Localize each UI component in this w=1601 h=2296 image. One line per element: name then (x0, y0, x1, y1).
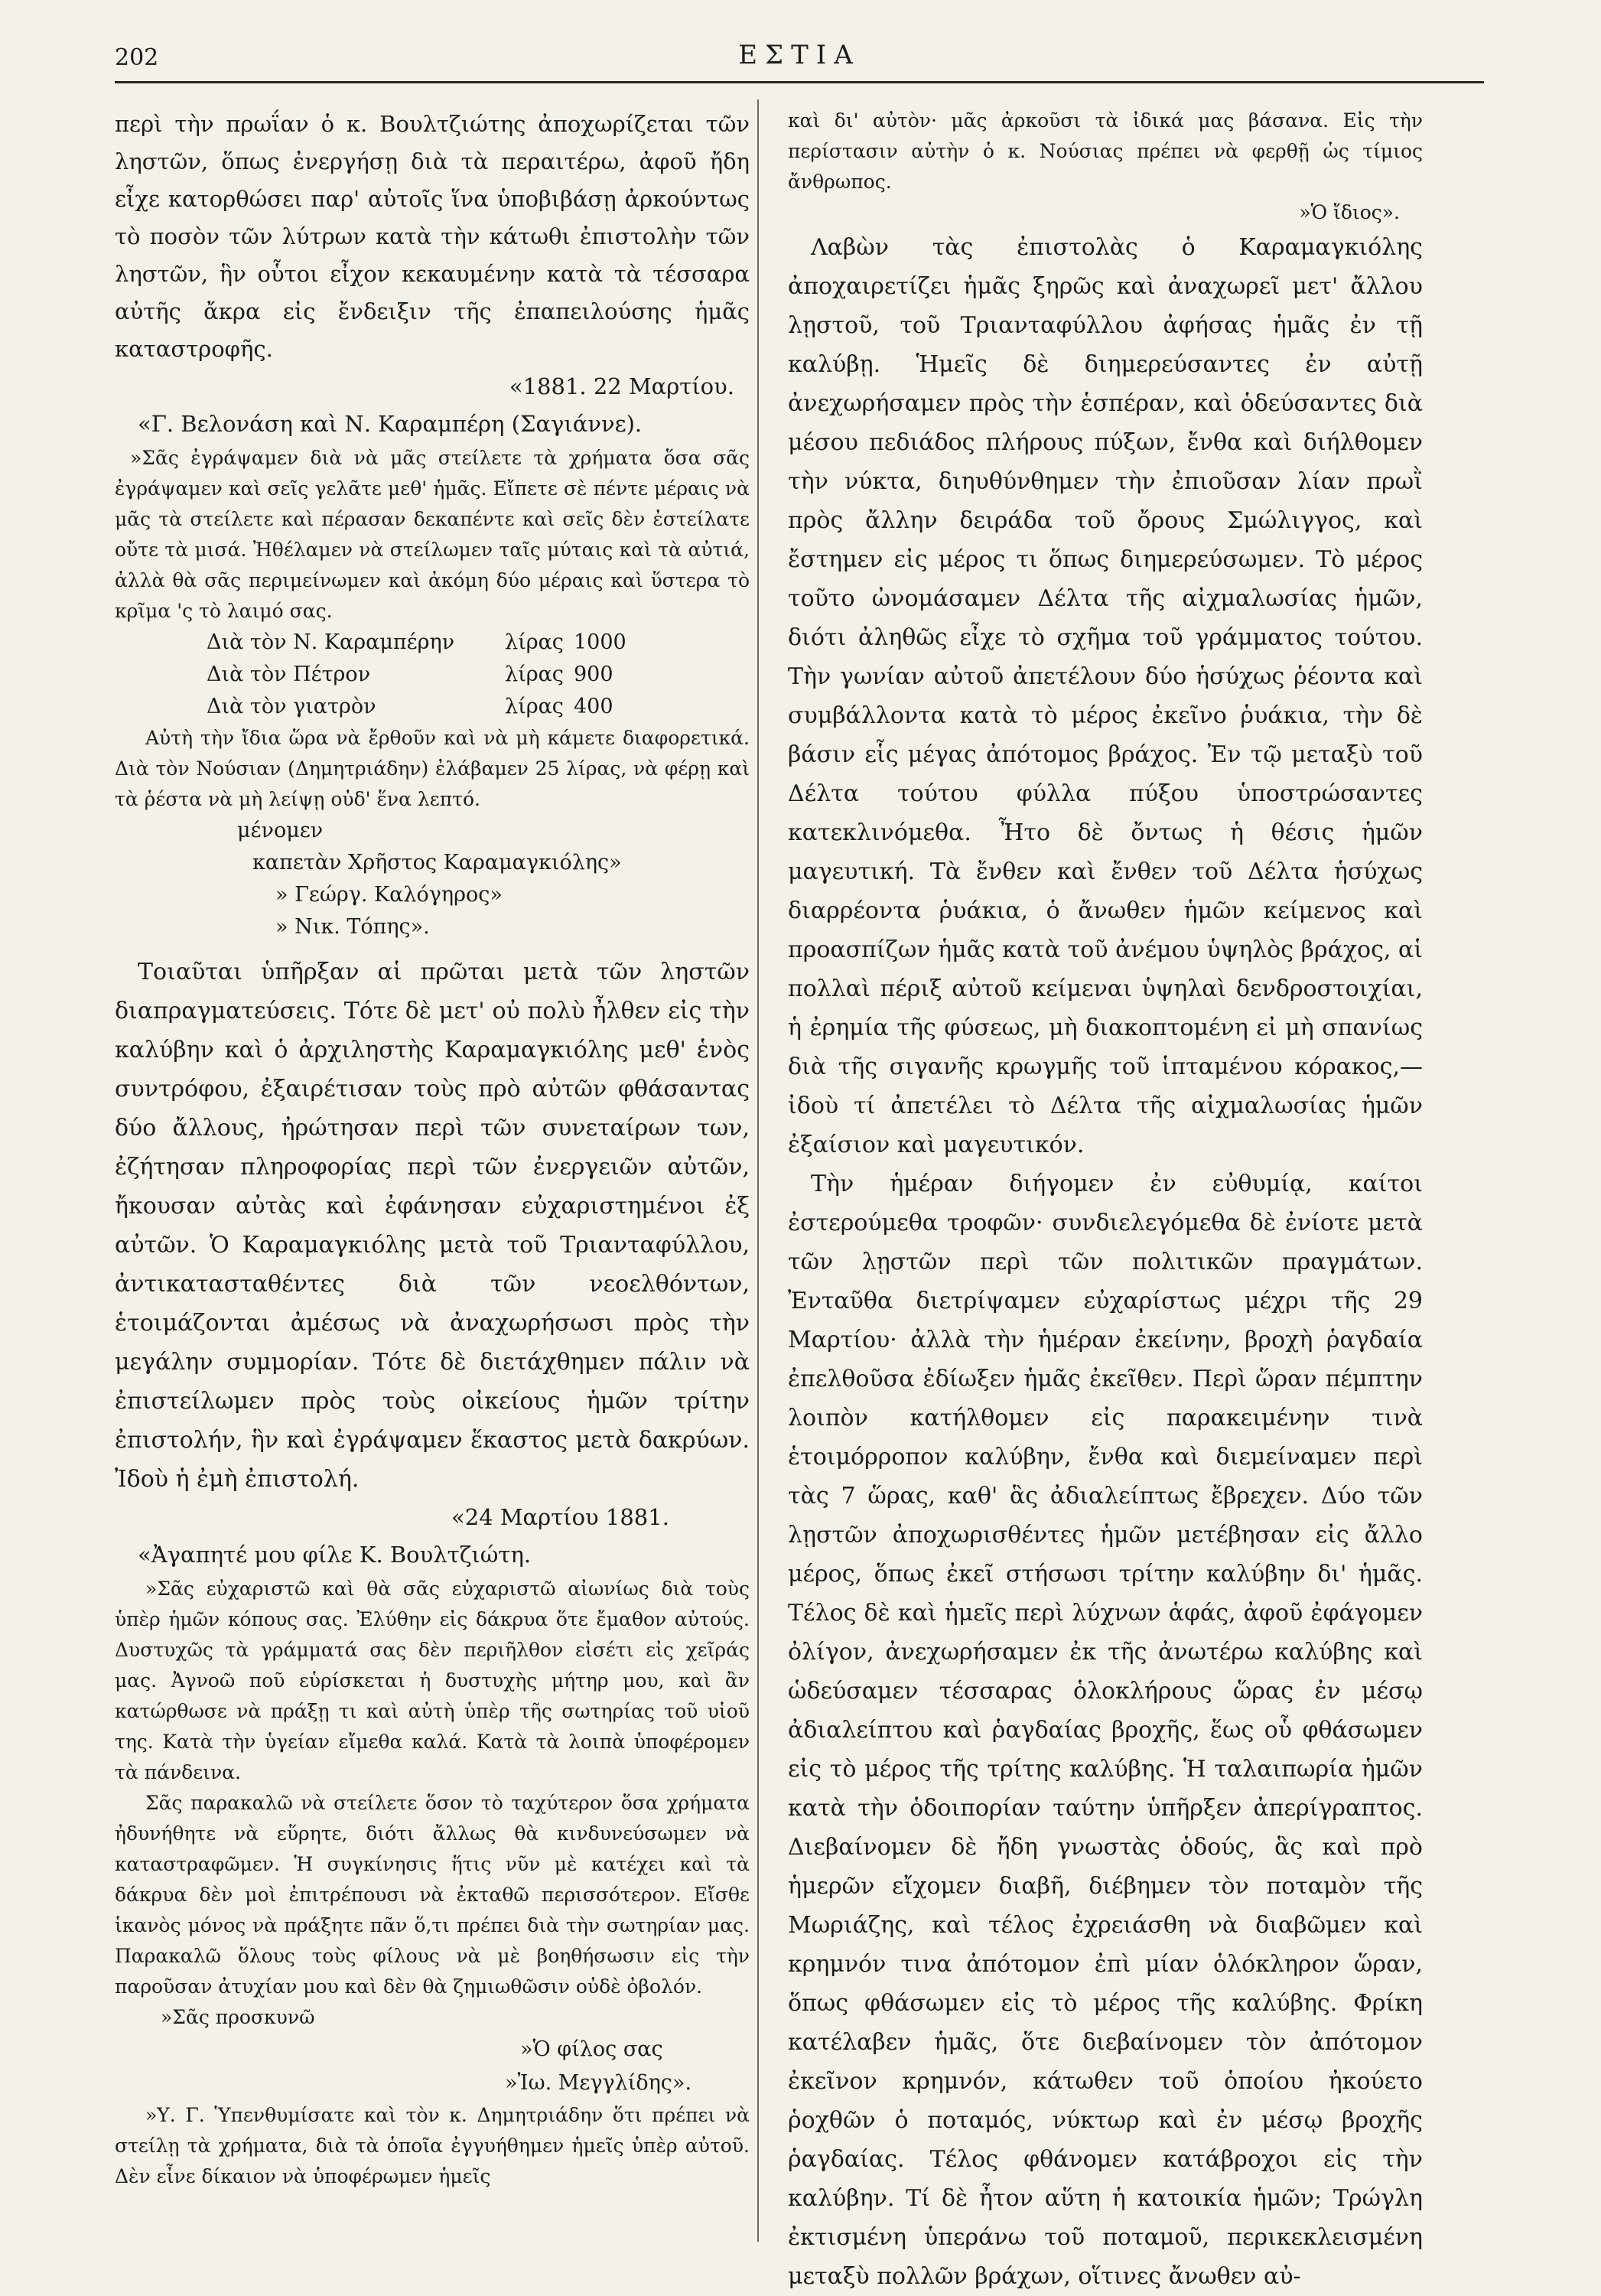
postscript-signature: »Ὁ ἴδιος». (1299, 201, 1400, 223)
letter1-closing: μένομεν (237, 819, 324, 842)
ransom-amounts (115, 627, 750, 723)
letter2-signature: »Ἰω. Μεγγλίδης». (505, 2071, 692, 2095)
column-divider (757, 99, 759, 2242)
letter1-signature: » Νικ. Τόπης». (275, 915, 430, 939)
letter1-signature: καπετὰν Χρῆστος Καραμαγκιόλης» (252, 851, 622, 874)
letter2-address: «Ἀγαπητέ μου φίλε Κ. Βουλτζιώτη. (138, 1542, 532, 1568)
paragraph-left-2: Τοιαῦται ὑπῆρξαν αἱ πρῶται μετὰ τῶν ληστῶν διαπραγματεύσεις. Τότε δὲ μετ' οὐ πολὺ ἦλθεν εἰς τὴν καλύβην καὶ ὁ ἀρχιληστὴς Καραμαγκιόλης μεθ' ἑνὸς συντρόφου, ἐξαιρέτισαν τοὺς πρὸ αὐτῶν φθάσαντας δύο ἄλλους, ἠρώτησαν περὶ τῶν συνεταίρων των, ἐζήτησαν πληροφορίας περὶ τῶν ἐνεργειῶν αὐτῶν, ἤκουσαν αὐτὰς καὶ ἐφάνησαν εὐχαριστημένοι ἐξ αὐτῶν. Ὁ Καραμαγκιόλης μετὰ τοῦ Τριανταφύλλου, ἀντικατασταθέντες διὰ τῶν νεοελθόντων, ἑτοιμάζονται ἀμέσως νὰ ἀναχωρήσωσι πρὸς τὴν μεγάλην συμμορίαν. Τότε δὲ διετάχθημεν πάλιν νὰ ἐπιστείλωμεν πρὸς τοὺς οἰκείους ἡμῶν τρίτην ἐπιστολήν, ἣν καὶ ἐγράψαμεν ἕκαστος μετὰ δακρύων. Ἰδοὺ ἡ ἐμὴ ἐπιστολή. (115, 959, 750, 1493)
ransom-row: Διὰ τὸν Ν. Καραμπέρην λίρας 1000 (207, 630, 626, 654)
letter2-body: »Σᾶς εὐχαριστῶ καὶ θὰ σᾶς εὐχαριστῶ αἰωνίως διὰ τοὺς ὑπὲρ ἡμῶν κόπους σας. Ἐλύθην εἰς δάκρυα ὅτε ἔμαθον αὐτούς. Δυστυχῶς τὰ γράμματά σας δὲν περιῆλθον εἰσέτι εἰς χεῖράς μας. Ἀγνοῶ ποῦ εὑρίσκεται ἡ δυστυχὴς μήτηρ μου, καὶ ἂν κατώρθωσε νὰ πράξῃ τι καὶ αὐτὴ ὑπὲρ τῆς σωτηρίας τοῦ υἱοῦ της. Κατὰ τὴν ὑγείαν εἴμεθα καλά. Κατὰ τὰ λοιπὰ ὑποφέρομεν τὰ πάνδεινα. (115, 1578, 750, 1783)
letter2-body-continued: Σᾶς παρακαλῶ νὰ στείλετε ὅσον τὸ ταχύτερον ὅσα χρήματα ἠδυνήθητε νὰ εὕρητε, διότι ἄλλως θὰ κινδυνεύσωμεν νὰ καταστραφῶμεν. Ἡ συγκίνησις ἥτις νῦν μὲ κατέχει καὶ τὰ δάκρυα δὲν μοὶ ἐπιτρέπουσι νὰ ἐκταθῶ περισσότερον. Εἴσθε ἱκανὸς μόνος νὰ πράξητε πᾶν ὅ,τι πρέπει διὰ τὴν σωτηρίαν μας. Παρακαλῶ ὅλους τοὺς φίλους νὰ μὲ βοηθήσωσιν εἰς τὴν παροῦσαν ἀτυχίαν μου καὶ δὲν θὰ ζημιωθῶσιν οὐδὲ ὀβολόν. (115, 1792, 750, 1998)
header-rule (115, 81, 1484, 83)
right-column (788, 106, 1423, 2296)
letter2-date: «24 Μαρτίου 1881. (451, 1504, 669, 1530)
letter1-body: »Σᾶς ἐγράψαμεν διὰ νὰ μᾶς στείλετε τὰ χρήματα ὅσα σᾶς ἐγράψαμεν καὶ σεῖς γελᾶτε μεθ' ἡμᾶς. Εἴπετε σὲ πέντε μέραις νὰ μᾶς τὰ στείλετε καὶ πέρασαν δεκαπέντε καὶ σεῖς δὲν ἐστείλατε οὔτε τὰ μισά. Ἠθέλαμεν νὰ στείλωμεν ταῖς μύταις καὶ τὰ αὐτιά, ἀλλὰ θὰ σᾶς περιμείνωμεν καὶ ἀκόμη δύο μέραις καὶ ὕστερα τὸ κρῖμα 'ς τὸ λαιμό σας. (115, 447, 750, 622)
running-title: ΕΣΤΙΑ (738, 40, 861, 70)
letter2-postscript: »Υ. Γ. Ὑπενθυμίσατε καὶ τὸν κ. Δημητριάδην ὅτι πρέπει νὰ στείλῃ τὰ χρήματα, διὰ τὰ ὁποῖα ἐγγυήθημεν ἡμεῖς ὑπὲρ αὐτοῦ. Δὲν εἶνε δίκαιον νὰ ὑποφέρωμεν ἡμεῖς (115, 2104, 750, 2187)
paragraph-left-1: περὶ τὴν πρωΐαν ὁ κ. Βουλτζιώτης ἀποχωρίζεται τῶν ληστῶν, ὅπως ἐνεργήσῃ διὰ τὰ περαιτέρω, ἀφοῦ ἤδη εἶχε κατορθώσει παρ' αὐτοῖς ἵνα ὑποβιβάσῃ ἀρκούντως τὸ ποσὸν τῶν λύτρων κατὰ τὴν κάτωθι ἐπιστολὴν τῶν ληστῶν, ἣν οὗτοι εἶχον κεκαυμένην κατὰ τὰ τέσσαρα αὐτῆς ἄκρα εἰς ἔνδειξιν τῆς ἐπαπειλούσης ἡμᾶς καταστροφῆς. (115, 111, 750, 362)
left-column (115, 106, 750, 2192)
letter2-closing: »Σᾶς προσκυνῶ (161, 2006, 315, 2028)
paragraph-right-1: Λαβὼν τὰς ἐπιστολὰς ὁ Καραμαγκιόλης ἀποχαιρετίζει ἡμᾶς ξηρῶς καὶ ἀναχωρεῖ μετ' ἄλλου λῃστοῦ, τοῦ Τριανταφύλλου ἀφήσας ἡμᾶς ἐν τῇ καλύβῃ. Ἡμεῖς δὲ διημερεύσαντες ἐν αὐτῇ ἀνεχωρήσαμεν πρὸς τὴν ἑσπέραν, καὶ ὁδεύσαντες διὰ μέσου πεδιάδος πλήρους πύξων, ἔνθα καὶ διήλθομεν τὴν νύκτα, διηυθύνθημεν τὴν ἐπιοῦσαν λίαν πρωῒ πρὸς ἄλλην δειράδα τοῦ ὄρους Σμώλιγγος, καὶ ἔστημεν εἰς μέρος τι ὅπως διημερεύσωμεν. Τὸ μέρος τοῦτο ὠνομάσαμεν Δέλτα τῆς αἰχμαλωσίας ἡμῶν, διότι ἀληθῶς εἶχε τὸ σχῆμα τοῦ γράμματος τούτου. Τὴν γωνίαν αὐτοῦ ἀπετέλουν δύο ἡσύχως ῥέοντα καὶ συμβάλλοντα κατὰ τὸ μέρος ἐκεῖνο ῥυάκια, τὴν δὲ βάσιν εἷς μέγας ἀπότομος βράχος. Ἐν τῷ μεταξὺ τοῦ Δέλτα τούτου φύλλα πύξου ὑποστρώσαντες κατεκλινόμεθα. Ἦτο δὲ ὄντως ἡ θέσις ἡμῶν μαγευτική. Τὰ ἔνθεν καὶ ἔνθεν τοῦ Δέλτα ἡσύχως διαρρέοντα ῥυάκια, ὁ ἄνωθεν ἡμῶν κείμενος καὶ προασπίζων ἡμᾶς κατὰ τοῦ ἀνέμου ὑψηλὸς βράχος, αἱ πολλαὶ πέριξ αὐτοῦ κείμεναι ὑψηλαὶ δενδροστοιχίαι, ἡ ἐρημία τῆς φύσεως, μὴ διακοπτομένη εἰ μὴ σπανίως διὰ τῆς σιγανῆς κρωγμῆς τοῦ ἱπταμένου κόρακος,—ἰδοὺ τί ἀπετέλει τὸ Δέλτα τῆς αἰχμαλωσίας ἡμῶν ἐξαίσιον καὶ μαγευτικόν. (788, 234, 1423, 1158)
ransom-row: Διὰ τὸν γιατρὸν λίρας 400 (207, 695, 613, 718)
letter2-signature: »Ὁ φίλος σας (520, 2037, 663, 2061)
ransom-row: Διὰ τὸν Πέτρον λίρας 900 (207, 663, 613, 686)
paragraph-right-2: Τὴν ἡμέραν διήγομεν ἐν εὐθυμίᾳ, καίτοι ἐστερούμεθα τροφῶν· συνδιελεγόμεθα δὲ ἐνίοτε μετὰ τῶν λῃστῶν περὶ τῶν πολιτικῶν πραγμάτων. Ἐνταῦθα διετρίψαμεν εὐχαρίστως μέχρι τῆς 29 Μαρτίου· ἀλλὰ τὴν ἡμέραν ἐκείνην, βροχὴ ῥαγδαία ἐπελθοῦσα ἐδίωξεν ἡμᾶς ἐκεῖθεν. Περὶ ὥραν πέμπτην λοιπὸν κατήλθομεν εἰς παρακειμένην τινὰ ἑτοιμόρροπον καλύβην, ἔνθα καὶ διεμείναμεν περὶ τὰς 7 ὥρας, καθ' ἃς ἀδιαλείπτως ἔβρεχεν. Δύο τῶν λῃστῶν ἀποχωρισθέντες ἡμῶν μετέβησαν εἰς ἄλλο μέρος, ὅπως ἐκεῖ στήσωσι τρίτην καλύβην δι' ἡμᾶς. Τέλος δὲ καὶ ἡμεῖς περὶ λύχνων ἁφάς, ἀφοῦ ἐφάγομεν ὀλίγον, ἀνεχωρήσαμεν ἐκ τῆς ἀνωτέρω καλύβης καὶ ὡδεύσαμεν τέσσαρας ὁλοκλήρους ὥρας ἐν μέσῳ ἀδιαλείπτου καὶ ῥαγδαίας βροχῆς, ἕως οὗ φθάσωμεν εἰς τὸ μέρος τῆς τρίτης καλύβης. Ἡ ταλαιπωρία ἡμῶν κατὰ τὴν ὁδοιπορίαν ταύτην ὑπῆρξεν ἀπερίγραπτος. Διεβαίνομεν δὲ ἤδη γνωστὰς ὁδούς, ἃς καὶ πρὸ ἡμερῶν εἴχομεν διαβῆ, διέβημεν τὸν ποταμὸν τῆς Μωριάζης, καὶ τέλος ἐχρειάσθη νὰ διαβῶμεν καὶ κρημνόν τινα ἀπότομον ἐπὶ μίαν ὁλόκληρον ὥραν, ὅπως φθάσωμεν εἰς τὸ μέρος τῆς καλύβης. Φρίκη κατέλαβεν ἡμᾶς, ὅτε διεβαίνομεν τὸν ἀπότομον ἐκεῖνον κρημνόν, κάτωθεν τοῦ ὁποίου ἠκούετο ῥοχθῶν ὁ ποταμός, νύκτωρ καὶ ἐν μέσῳ βροχῆς ῥαγδαίας. Τέλος φθάνομεν κατάβροχοι εἰς τὴν καλύβην. Τί δὲ ἦτον αὕτη ἡ κατοικία ἡμῶν; Τρώγλη ἐκτισμένη ὑπεράνω τοῦ ποταμοῦ, περικεκλεισμένη μεταξὺ πολλῶν βράχων, οἵτινες ἄνωθεν αὐ- (788, 1171, 1423, 2290)
letter1-address: «Γ. Βελονάση καὶ Ν. Καραμπέρη (Σαγιάννε). (138, 411, 643, 437)
postscript-continued: καὶ δι' αὐτὸν· μᾶς ἀρκοῦσι τὰ ἰδικά μας βάσανα. Εἰς τὴν περίστασιν αὐτὴν ὁ κ. Νούσιας πρέπει νὰ φερθῇ ὡς τίμιος ἄνθρωπος. (788, 109, 1423, 193)
letter1-signature: » Γεώργ. Καλόγηρος» (275, 883, 503, 907)
page-number: 202 (115, 44, 159, 71)
letter1-date: «1881. 22 Μαρτίου. (509, 373, 734, 399)
letter1-body-continued: Αὐτὴ τὴν ἴδια ὥρα νὰ ἔρθοῦν καὶ νὰ μὴ κάμετε διαφορετικά. Διὰ τὸν Νούσιαν (Δημητριάδην) ἐλάβαμεν 25 λίρας, νὰ φέρῃ καὶ τὰ ῥέστα νὰ μὴ λείψῃ οὐδ' ἕνα λεπτό. (115, 727, 750, 810)
page-header (115, 35, 1484, 81)
